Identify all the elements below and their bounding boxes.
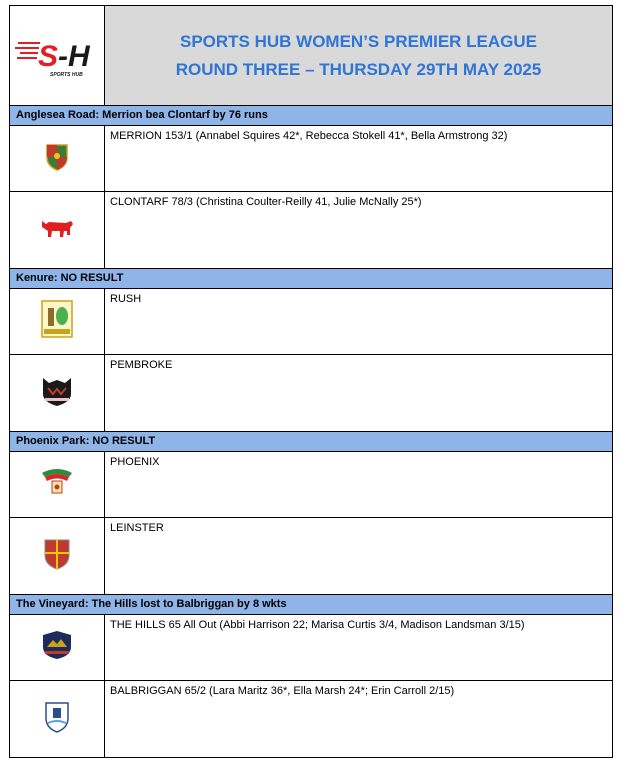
- leinster-crest-icon: [42, 537, 72, 571]
- results-table: [9, 5, 613, 758]
- team-row: [10, 452, 613, 518]
- results-sheet: [9, 5, 612, 758]
- team-name: PHOENIX: [105, 452, 613, 518]
- header-title-cell: [105, 6, 613, 106]
- team-row: [10, 192, 613, 269]
- team-score: MERRION 153/1 (Annabel Squires 42*, Rebecca Stokell 41*, Bella Armstrong 32): [105, 126, 613, 192]
- team-score: CLONTARF 78/3 (Christina Coulter-Reilly 41, Julie McNally 25*): [105, 192, 613, 269]
- team-name: RUSH: [105, 289, 613, 355]
- sports-hub-logo: [10, 6, 105, 100]
- logo-letter-h: -H: [58, 40, 90, 73]
- clontarf-bull-icon: [38, 215, 76, 241]
- team-score: BALBRIGGAN 65/2 (Lara Maritz 36*, Ella Marsh 24*; Erin Carroll 2/15): [105, 681, 613, 758]
- venue-row: Phoenix Park: NO RESULT: [10, 432, 613, 452]
- rush-crest-icon: [40, 299, 74, 339]
- team-row: [10, 126, 613, 192]
- team-name: LEINSTER: [105, 518, 613, 595]
- logo-subtitle: SPORTS HUB: [50, 72, 83, 78]
- balbriggan-crest-icon: [43, 700, 71, 734]
- the-hills-crest-icon: [39, 629, 75, 661]
- page-title-line1: SPORTS HUB WOMEN’S PREMIER LEAGUE: [179, 31, 538, 51]
- logo-letter-s: S: [38, 40, 59, 73]
- team-score: THE HILLS 65 All Out (Abbi Harrison 22; Marisa Curtis 3/4, Madison Landsman 3/15): [105, 615, 613, 681]
- venue-row: The Vineyard: The Hills lost to Balbriggan by 8 wkts: [10, 595, 613, 615]
- venue-row: Anglesea Road: Merrion bea Clontarf by 76 runs: [10, 106, 613, 126]
- phoenix-crest-icon: [39, 465, 75, 499]
- page-title-line2: ROUND THREE – THURSDAY 29TH MAY 2025: [175, 59, 542, 79]
- team-row: [10, 289, 613, 355]
- pembroke-crest-icon: [39, 374, 75, 408]
- header-logo-cell: [10, 6, 105, 106]
- merrion-crest-icon: [44, 141, 70, 171]
- team-row: [10, 355, 613, 432]
- team-row: [10, 615, 613, 681]
- header-row: [10, 6, 613, 106]
- team-name: PEMBROKE: [105, 355, 613, 432]
- venue-row: Kenure: NO RESULT: [10, 269, 613, 289]
- team-row: [10, 518, 613, 595]
- team-row: [10, 681, 613, 758]
